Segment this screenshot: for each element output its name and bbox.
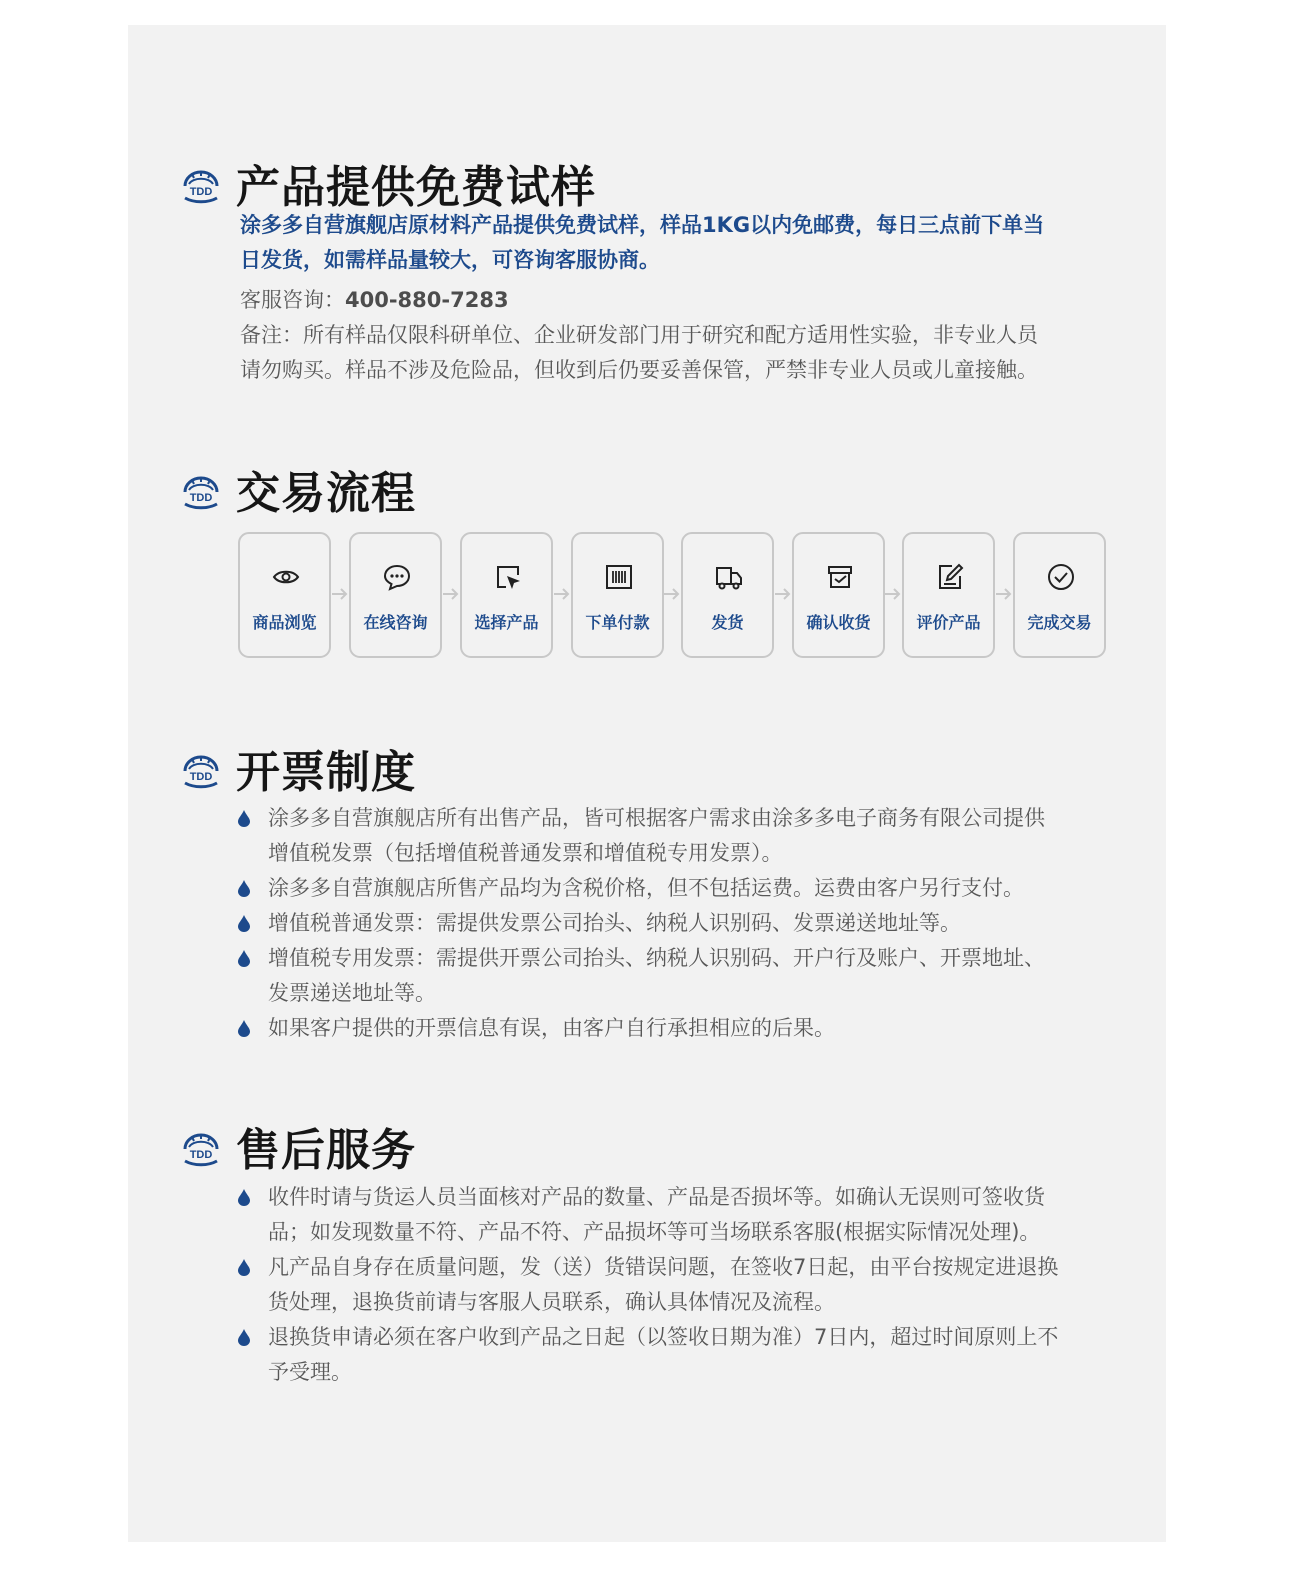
sample-section-header [180, 151, 596, 215]
brand-logo-icon [180, 1125, 222, 1167]
arrow-right-icon [773, 584, 793, 604]
hotline-number: 400-880-7283 [345, 288, 509, 312]
list-item [238, 871, 1118, 906]
list-item-line-2: 予受理。 [268, 1360, 352, 1384]
aftersales-section-header [180, 1114, 416, 1178]
drop-bullet-icon [238, 950, 250, 967]
process-step-review [902, 532, 995, 658]
invoice-list [238, 801, 1118, 1046]
truck-icon [714, 562, 744, 592]
process-step-label: 发货 [711, 613, 744, 632]
list-item-line-1: 涂多多自营旗舰店所有出售产品，皆可根据客户需求由涂多多电子商务有限公司提供 [268, 806, 1045, 830]
process-step-label: 选择产品 [474, 613, 539, 632]
list-item [238, 1250, 1138, 1320]
sample-section-title: 产品提供免费试样 [236, 162, 596, 213]
arrow-right-icon [330, 584, 350, 604]
sample-note-line-1: 备注：所有样品仅限科研单位、企业研发部门用于研究和配方适用性实验，非专业人员 [240, 323, 1038, 347]
process-step-label: 确认收货 [806, 613, 871, 632]
process-step-pay [571, 532, 664, 658]
hotline-row [240, 283, 1120, 318]
svg-text:TDD: TDD [189, 186, 213, 198]
list-item-line-2: 品；如发现数量不符、产品不符、产品损坏等可当场联系客服(根据实际情况处理)。 [268, 1220, 1041, 1244]
invoice-section-body [238, 801, 1118, 1046]
list-item-line-1: 如果客户提供的开票信息有误，由客户自行承担相应的后果。 [268, 1016, 835, 1040]
list-item-line-1: 收件时请与货运人员当面核对产品的数量、产品是否损坏等。如确认无误则可签收货 [268, 1185, 1045, 1209]
list-item-line-1: 增值税专用发票：需提供开票公司抬头、纳税人识别码、开户行及账户、开票地址、 [268, 946, 1045, 970]
aftersales-section-body [238, 1180, 1138, 1390]
list-item-line-1: 涂多多自营旗舰店所售产品均为含税价格，但不包括运费。运费由客户另行支付。 [268, 876, 1024, 900]
arrow-right-icon [883, 584, 903, 604]
edit-icon [935, 562, 965, 592]
list-item-line-2: 货处理，退换货前请与客服人员联系，确认具体情况及流程。 [268, 1290, 835, 1314]
process-step-label: 在线咨询 [363, 613, 428, 632]
process-section-title: 交易流程 [236, 468, 416, 519]
sample-note-line-2: 请勿购买。样品不涉及危险品，但收到后仍要妥善保管，严禁非专业人员或儿童接触。 [240, 358, 1038, 382]
list-item-line-2: 增值税发票（包括增值税普通发票和增值税专用发票）。 [268, 841, 783, 865]
list-item-line-1: 凡产品自身存在质量问题，发（送）货错误问题，在签收7日起，由平台按规定进退换 [268, 1255, 1059, 1279]
process-section-header [180, 457, 416, 521]
arrow-right-icon [441, 584, 461, 604]
process-step-label: 评价产品 [916, 613, 981, 632]
invoice-section-title: 开票制度 [236, 747, 416, 798]
sample-section-body [240, 208, 1120, 388]
drop-bullet-icon [238, 1259, 250, 1276]
list-item [238, 906, 1118, 941]
list-item [238, 1011, 1118, 1046]
list-item [238, 801, 1118, 871]
sample-highlight-line-2: 日发货，如需样品量较大，可咨询客服协商。 [240, 248, 660, 272]
list-item [238, 1180, 1138, 1250]
aftersales-list [238, 1180, 1138, 1390]
arrow-right-icon [552, 584, 572, 604]
process-step-browse [238, 532, 331, 658]
list-item-line-2: 发票递送地址等。 [268, 981, 436, 1005]
invoice-section-header [180, 736, 416, 800]
process-step-select [460, 532, 553, 658]
drop-bullet-icon [238, 1020, 250, 1037]
cursor-icon [493, 562, 523, 592]
package-icon [825, 562, 855, 592]
arrow-right-icon [662, 584, 682, 604]
drop-bullet-icon [238, 810, 250, 827]
drop-bullet-icon [238, 880, 250, 897]
aftersales-section-title: 售后服务 [236, 1125, 416, 1176]
svg-text:TDD: TDD [189, 492, 213, 504]
list-item-line-1: 退换货申请必须在客户收到产品之日起（以签收日期为准）7日内，超过时间原则上不 [268, 1325, 1059, 1349]
hotline-label: 客服咨询： [240, 288, 345, 312]
process-step-label: 商品浏览 [252, 613, 317, 632]
eye-icon [271, 562, 301, 592]
list-item-line-1: 增值税普通发票：需提供发票公司抬头、纳税人识别码、发票递送地址等。 [268, 911, 961, 935]
process-step-label: 完成交易 [1027, 613, 1092, 632]
drop-bullet-icon [238, 915, 250, 932]
list-item [238, 941, 1118, 1011]
process-flow [238, 532, 1110, 662]
svg-text:TDD: TDD [189, 1149, 213, 1161]
drop-bullet-icon [238, 1329, 250, 1346]
svg-text:TDD: TDD [189, 771, 213, 783]
chat-icon [382, 562, 412, 592]
barcode-icon [604, 562, 634, 592]
process-step-receive [792, 532, 885, 658]
brand-logo-icon [180, 468, 222, 510]
list-item [238, 1320, 1138, 1390]
process-step-label: 下单付款 [585, 613, 650, 632]
content-panel [128, 25, 1166, 1542]
process-step-complete [1013, 532, 1106, 658]
process-step-consult [349, 532, 442, 658]
arrow-right-icon [994, 584, 1014, 604]
sample-highlight-line-1: 涂多多自营旗舰店原材料产品提供免费试样，样品1KG以内免邮费，每日三点前下单当 [240, 213, 1045, 237]
brand-logo-icon [180, 747, 222, 789]
drop-bullet-icon [238, 1189, 250, 1206]
check-circle-icon [1046, 562, 1076, 592]
process-step-ship [681, 532, 774, 658]
brand-logo-icon [180, 162, 222, 204]
